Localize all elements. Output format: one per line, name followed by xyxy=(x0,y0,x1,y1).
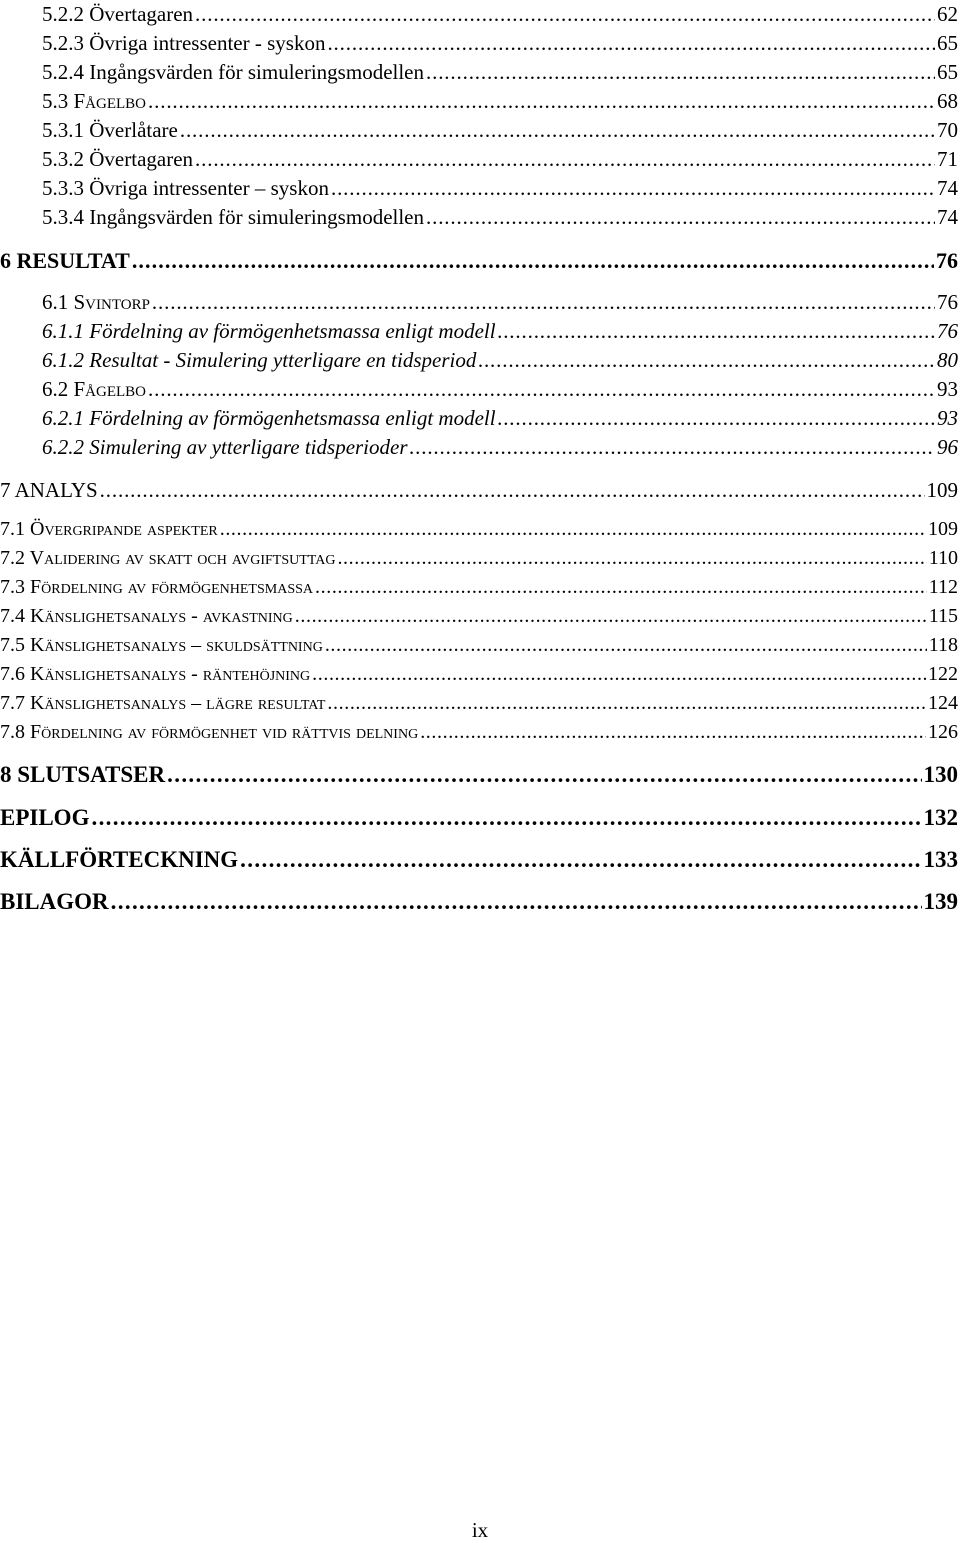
toc-entry-page: 80 xyxy=(937,348,958,372)
toc-entry-label: 6.1.2 Resultat - Simulering ytterligare en tidsperiod xyxy=(42,348,477,372)
toc-entry[interactable] xyxy=(0,605,958,628)
toc-entry-page: 124 xyxy=(928,692,958,714)
toc-entry-page: 96 xyxy=(937,435,958,459)
toc-entry-page: 110 xyxy=(928,547,958,569)
toc-entry-label: 7.1 Övergripande aspekter xyxy=(0,518,218,540)
leader-dots xyxy=(410,435,935,460)
leader-dots xyxy=(498,406,935,431)
leader-dots xyxy=(148,377,935,402)
toc-entry-page: 133 xyxy=(923,847,958,872)
toc-entry[interactable] xyxy=(0,692,958,715)
toc-entry[interactable] xyxy=(42,118,958,143)
toc-entry[interactable] xyxy=(42,2,958,27)
toc-entry[interactable] xyxy=(42,147,958,172)
toc-entry[interactable] xyxy=(42,348,958,373)
leader-dots xyxy=(180,118,935,143)
leader-dots xyxy=(327,692,926,715)
toc-entry[interactable] xyxy=(0,576,958,599)
toc-entry[interactable] xyxy=(42,176,958,201)
toc-entry-page: 71 xyxy=(937,147,958,171)
toc-entry[interactable] xyxy=(42,435,958,460)
leader-dots xyxy=(312,663,926,686)
page-number: ix xyxy=(471,1518,489,1542)
toc-entry-page: 62 xyxy=(937,2,958,26)
leader-dots xyxy=(325,634,927,657)
toc-entry-page: 74 xyxy=(937,176,958,200)
leader-dots xyxy=(426,60,935,85)
toc-entry-page: 112 xyxy=(928,576,958,598)
leader-dots xyxy=(295,605,927,628)
toc-entry-label: 5.3.2 Övertagaren xyxy=(42,147,194,171)
toc-entry-page: 65 xyxy=(937,31,958,55)
toc-entry-label: BILAGOR xyxy=(0,889,109,914)
leader-dots xyxy=(240,847,921,873)
toc-entry-page: 76 xyxy=(937,319,958,343)
toc-entry-label: 6.2 Fågelbo xyxy=(42,377,147,401)
leader-dots xyxy=(195,2,935,27)
leader-dots xyxy=(498,319,935,344)
toc-entry[interactable] xyxy=(42,290,958,315)
toc-entry-label: 5.3 Fågelbo xyxy=(42,89,147,113)
toc-entry-label: 5.3.4 Ingångsvärden för simuleringsmodellen xyxy=(42,205,424,229)
toc-entry-page: 74 xyxy=(937,205,958,229)
leader-dots xyxy=(478,348,935,373)
toc-entry-page: 109 xyxy=(928,518,958,540)
leader-dots xyxy=(132,248,934,274)
toc-entry-label: 7.8 Fördelning av förmögenhet vid rättvis delning xyxy=(0,721,419,743)
toc-entry[interactable] xyxy=(0,762,958,788)
toc-entry[interactable] xyxy=(0,721,958,744)
toc-entry-page: 76 xyxy=(936,248,958,273)
toc-entry-label: 5.2.4 Ingångsvärden för simuleringsmodellen xyxy=(42,60,424,84)
toc-entry[interactable] xyxy=(42,60,958,85)
toc-entry-page: 70 xyxy=(937,118,958,142)
toc-entry-label: 7.2 Validering av skatt och avgiftsuttag xyxy=(0,547,336,569)
toc-entry[interactable] xyxy=(42,31,958,56)
toc-entry-page: 65 xyxy=(937,60,958,84)
toc-entry-label: 5.3.1 Överlåtare xyxy=(42,118,178,142)
toc-entry-label: KÄLLFÖRTECKNING xyxy=(0,847,239,872)
toc-entry-label: 7 ANALYS xyxy=(0,478,98,502)
toc-entry-page: 93 xyxy=(937,377,958,401)
toc-entry-label: 6.2.1 Fördelning av förmögenhetsmassa enligt modell xyxy=(42,406,496,430)
toc-entry-page: 132 xyxy=(923,805,958,830)
toc-entry-label: 5.3.3 Övriga intressenter – syskon xyxy=(42,176,329,200)
toc-entry[interactable] xyxy=(0,634,958,657)
toc-entry[interactable] xyxy=(0,805,958,831)
toc-entry-page: 109 xyxy=(926,478,958,502)
toc-entry[interactable] xyxy=(42,406,958,431)
toc-entry[interactable] xyxy=(0,663,958,686)
toc-entry[interactable] xyxy=(42,205,958,230)
toc-entry-page: 115 xyxy=(928,605,958,627)
toc-entry[interactable] xyxy=(42,319,958,344)
toc-entry[interactable] xyxy=(0,847,958,873)
leader-dots xyxy=(167,762,921,788)
leader-dots xyxy=(220,518,926,541)
toc-entry-label: 6.2.2 Simulering av ytterligare tidsperioder xyxy=(42,435,408,459)
toc-entry[interactable] xyxy=(0,478,958,503)
toc-entry-page: 76 xyxy=(937,290,958,314)
leader-dots xyxy=(91,805,921,831)
toc-entry[interactable] xyxy=(42,377,958,402)
toc-entry-label: EPILOG xyxy=(0,805,90,830)
toc-entry[interactable] xyxy=(0,518,958,541)
toc-entry-page: 93 xyxy=(937,406,958,430)
toc-entry-page: 139 xyxy=(923,889,958,914)
toc-entry-label: 6 RESULTAT xyxy=(0,248,130,273)
leader-dots xyxy=(111,889,922,915)
leader-dots xyxy=(100,478,925,503)
toc-entry-label: 8 SLUTSATSER xyxy=(0,762,166,787)
leader-dots xyxy=(152,290,935,315)
toc-entry-label: 6.1.1 Fördelning av förmögenhetsmassa enligt modell xyxy=(42,319,496,343)
leader-dots xyxy=(337,547,926,570)
toc-entry-page: 68 xyxy=(937,89,958,113)
toc-entry-page: 122 xyxy=(928,663,958,685)
toc-entry[interactable] xyxy=(0,889,958,915)
toc-entry-label: 7.3 Fördelning av förmögenhetsmassa xyxy=(0,576,314,598)
leader-dots xyxy=(148,89,935,114)
toc-entry-page: 126 xyxy=(928,721,958,743)
leader-dots xyxy=(426,205,935,230)
leader-dots xyxy=(420,721,926,744)
toc-entry-label: 5.2.2 Övertagaren xyxy=(42,2,194,26)
leader-dots xyxy=(195,147,935,172)
toc-entry-page: 130 xyxy=(923,762,958,787)
toc-entry-label: 7.6 Känslighetsanalys - räntehöjning xyxy=(0,663,311,685)
leader-dots xyxy=(327,31,935,56)
leader-dots xyxy=(331,176,935,201)
toc-entry[interactable] xyxy=(0,547,958,570)
toc-entry-page: 118 xyxy=(928,634,958,656)
toc-entry-label: 7.4 Känslighetsanalys - avkastning xyxy=(0,605,293,627)
toc-entry-label: 6.1 Svintorp xyxy=(42,290,150,314)
toc-entry[interactable] xyxy=(42,89,958,114)
leader-dots xyxy=(315,576,927,599)
toc-entry-label: 7.7 Känslighetsanalys – lägre resultat xyxy=(0,692,326,714)
toc-entry-label: 5.2.3 Övriga intressenter - syskon xyxy=(42,31,326,55)
toc-entry[interactable] xyxy=(0,248,958,274)
toc-entry-label: 7.5 Känslighetsanalys – skuldsättning xyxy=(0,634,323,656)
